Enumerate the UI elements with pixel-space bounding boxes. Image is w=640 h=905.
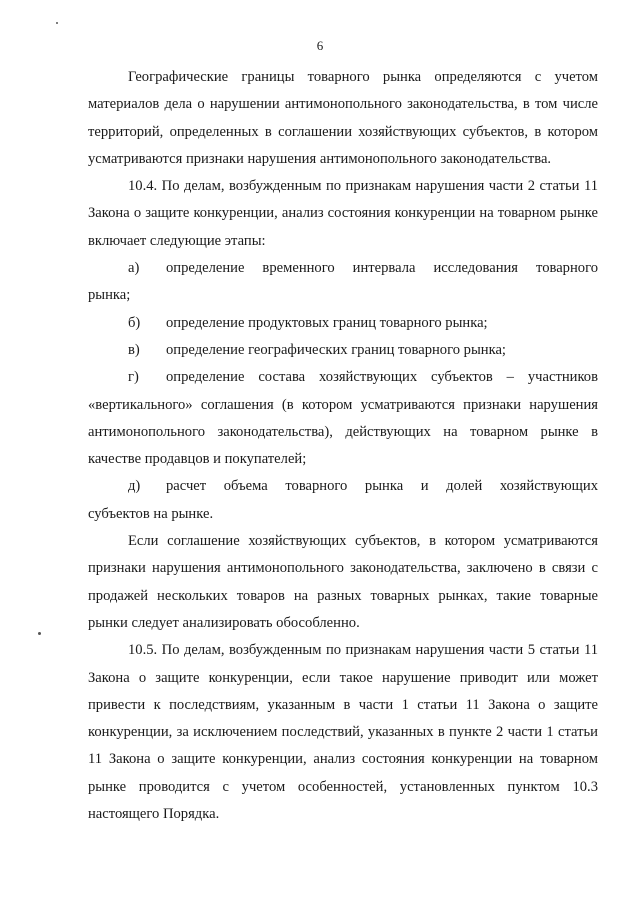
list-item-continuation: рынка;	[88, 287, 131, 304]
list-item-text: определение географических границ товарного рынка;	[166, 341, 506, 358]
paragraph-10-4: 10.4. По делам, возбужденным по признакам нарушения части 2 статьи 11 Закона о защите конкуренции, анализ состояния конкуренции на товарном рынке включает следующие этапы:	[88, 178, 598, 249]
scan-speck	[56, 22, 58, 24]
list-item	[88, 337, 598, 364]
list-marker: в)	[128, 341, 140, 358]
list-item	[88, 310, 598, 337]
stages-list	[88, 255, 598, 528]
list-item	[88, 364, 598, 473]
list-marker: г)	[128, 369, 139, 386]
list-item-text: определение продуктовых границ товарного рынка;	[166, 314, 488, 331]
list-marker: а)	[128, 260, 140, 277]
list-item-text: расчет объема товарного рынка и долей хозяйствующих	[166, 478, 598, 495]
paragraph-geographic-borders: Географические границы товарного рынка определяются с учетом материалов дела о нарушении антимонопольного законодательства, в том числе территорий, определенных в соглашении хозяйствующих субъектов, в котором усматриваются признаки нарушения антимонопольного законодательства.	[88, 69, 598, 167]
list-item	[88, 255, 598, 310]
list-item-continuation: «вертикального» соглашения (в котором усматриваются признаки нарушения антимонопольного законодательства), действующих на товарном рынке в качестве продавцов и покупателей;	[88, 396, 598, 468]
list-item-text: определение состава хозяйствующих субъектов – участников	[166, 369, 598, 386]
list-item-continuation: субъектов на рынке.	[88, 505, 214, 522]
paragraph-10-5: 10.5. По делам, возбужденным по признакам нарушения части 5 статьи 11 Закона о защите конкуренции, если такое нарушение приводит или может привести к последствиям, указанным в части 1 статьи 11 Закона о защите конкуренции, за исключением последствий, указанных в пункте 2 части 1 статьи 11 Закона о защите конкуренции, анализ состояния конкуренции на товарном рынке проводится с учетом особенностей, установленных пунктом 10.3 настоящего Порядка.	[88, 642, 598, 823]
list-item-text: определение временного интервала исследования товарного	[166, 260, 598, 277]
document-body	[88, 64, 598, 828]
paragraph-multiple-markets: Если соглашение хозяйствующих субъектов, в котором усматриваются признаки нарушения антимонопольного законодательства, заключено в связи с продажей нескольких товаров на разных товарных рынках, такие товарные рынки следует анализировать обособленно.	[88, 533, 598, 631]
list-item	[88, 473, 598, 528]
scan-speck	[38, 632, 41, 635]
list-marker: д)	[128, 478, 141, 495]
page-number: 6	[316, 38, 324, 53]
list-marker: б)	[128, 314, 141, 331]
